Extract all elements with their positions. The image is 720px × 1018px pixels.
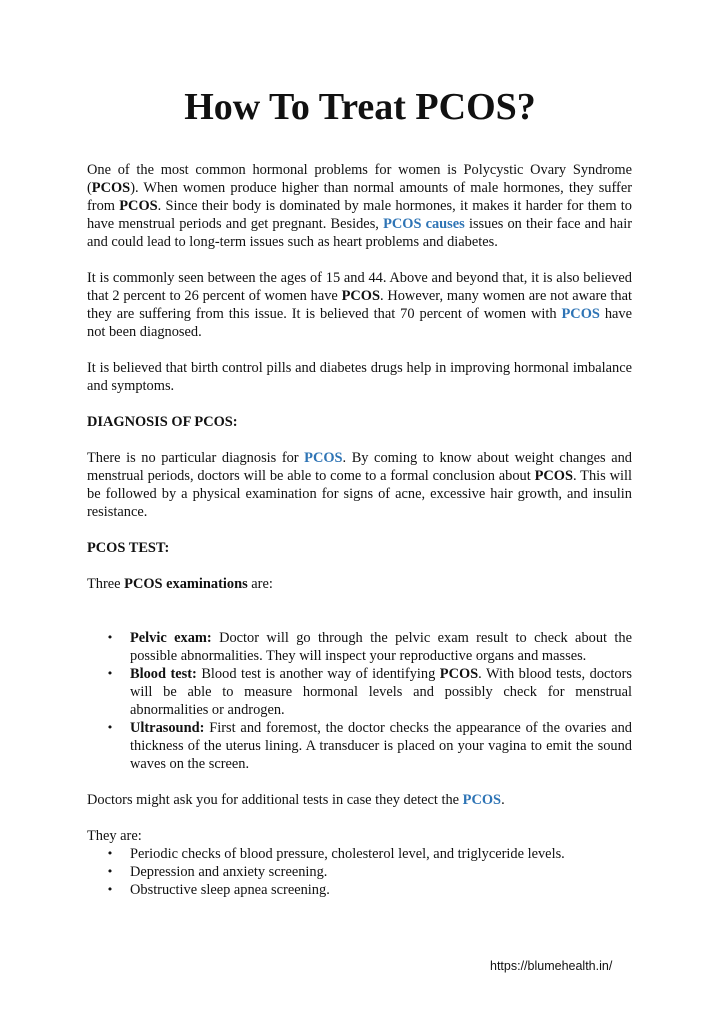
bullet-icon: • <box>106 721 114 734</box>
bullet-icon: • <box>106 667 114 680</box>
exam-list <box>87 629 632 773</box>
intro-paragraph: One of the most common hormonal problems for women is Polycystic Ovary Syndrome (PCOS). When women produce higher than normal amounts of male hormones, they suffer from PCOS. Since their body is dominated by male hormones, it makes it harder for them to have menstrual periods and get pregnant. Besides, PCOS causes issues on their face and hair and could lead to long-term issues such as heart problems and diabetes. <box>87 162 632 250</box>
pcos-causes-link[interactable]: PCOS causes <box>383 216 465 232</box>
spacer <box>87 611 632 629</box>
list-item: • Periodic checks of blood pressure, cholesterol level, and triglyceride levels. <box>106 846 565 862</box>
test-heading: PCOS TEST: <box>87 540 170 556</box>
footer-url[interactable]: https://blumehealth.in/ <box>490 959 613 973</box>
list-item: • Blood test: Blood test is another way of identifying PCOS. With blood tests, doctors will be able to measure hormonal levels and possibly check for menstrual abnormalities or androgen. <box>106 666 632 718</box>
they-are-label: They are: <box>87 828 142 844</box>
age-paragraph: It is commonly seen between the ages of 15 and 44. Above and beyond that, it is also believed that 2 percent to 26 percent of women have PCOS. However, many women are not aware that they are suffering from this issue. It is believed that 70 percent of women with PCOS have not been diagnosed. <box>87 270 633 340</box>
list-item: • Pelvic exam: Doctor will go through the pelvic exam result to check about the possible abnormalities. They will inspect your reproductive organs and masses. <box>106 630 632 664</box>
pills-paragraph: It is believed that birth control pills and diabetes drugs help in improving hormonal imbalance and symptoms. <box>87 360 632 394</box>
diagnosis-paragraph: There is no particular diagnosis for PCOS. By coming to know about weight changes and menstrual periods, doctors will be able to come to a formal conclusion about PCOS. This will be followed by a physical examination for signs of acne, excessive hair growth, and insulin resistance. <box>87 450 632 520</box>
additional-tests-paragraph: Doctors might ask you for additional tests in case they detect the PCOS. <box>87 792 505 808</box>
pcos-link[interactable]: PCOS <box>304 450 343 466</box>
bullet-icon: • <box>106 865 114 878</box>
page-title: How To Treat PCOS? <box>184 86 536 128</box>
diagnosis-heading: DIAGNOSIS OF PCOS: <box>87 414 238 430</box>
bullet-icon: • <box>106 631 114 644</box>
test-intro: Three PCOS examinations are: <box>87 576 273 592</box>
bullet-icon: • <box>106 883 114 896</box>
pcos-link[interactable]: PCOS <box>561 306 600 322</box>
pcos-link[interactable]: PCOS <box>462 792 502 808</box>
spacer <box>87 593 632 611</box>
article-body <box>87 161 632 899</box>
list-item: • Depression and anxiety screening. <box>106 864 328 880</box>
bullet-icon: • <box>106 847 114 860</box>
list-item: • Obstructive sleep apnea screening. <box>106 882 330 898</box>
checks-list <box>87 845 632 899</box>
list-item: • Ultrasound: First and foremost, the doctor checks the appearance of the ovaries and thickness of the uterus lining. A transducer is placed on your vagina to emit the sound waves on the screen. <box>106 720 632 772</box>
